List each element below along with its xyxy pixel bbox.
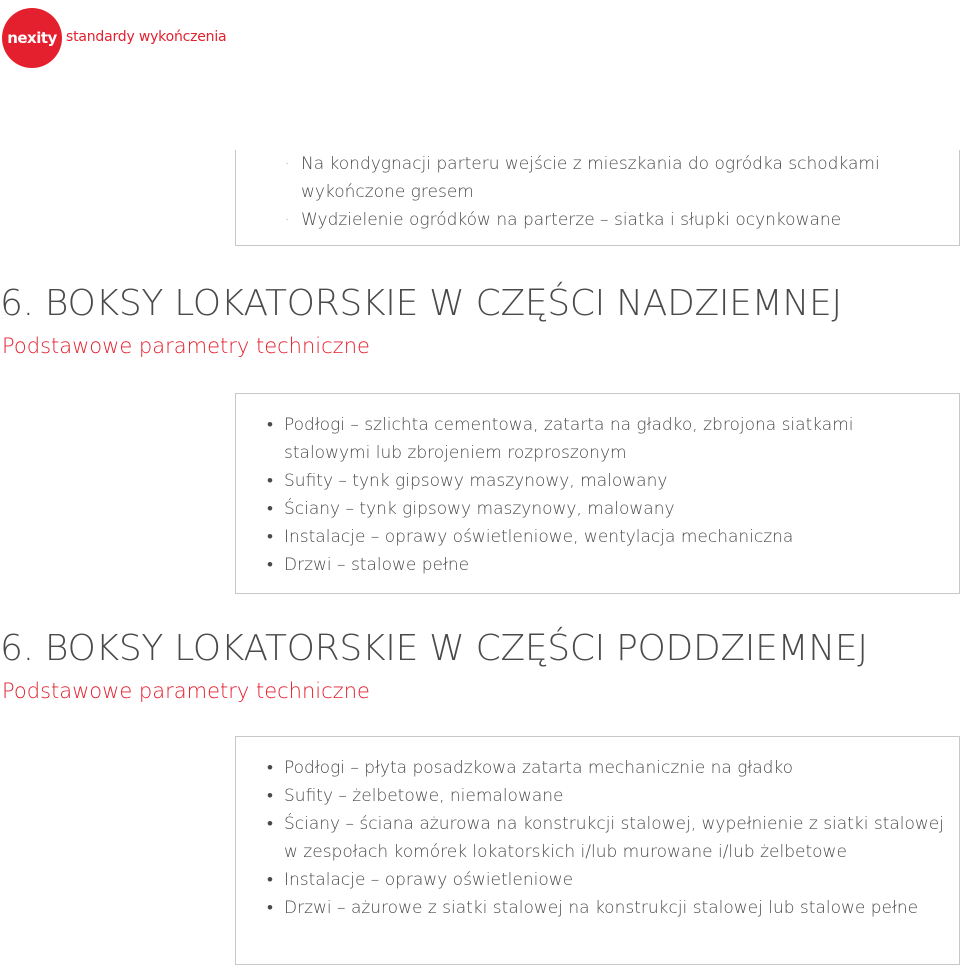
list-item bbox=[267, 523, 934, 551]
list-item-text: Podłogi – szlichta cementowa, zatarta na gładko, zbrojona siatkami stalowymi lub zbrojeniem rozproszonym bbox=[284, 415, 854, 463]
list-item bbox=[267, 495, 934, 523]
list-item-text: Drzwi – ażurowe z siatki stalowej na konstrukcji stalowej lub stalowe pełne bbox=[284, 898, 919, 918]
list-item bbox=[267, 467, 934, 495]
bullet-icon: • bbox=[267, 415, 273, 435]
list-item bbox=[285, 150, 921, 206]
document-tagline: standardy wykończenia bbox=[66, 29, 227, 45]
bullet-icon: • bbox=[267, 527, 273, 547]
bullet-icon: • bbox=[267, 555, 273, 575]
above-ground-spec-list bbox=[267, 411, 934, 579]
list-item-text: Instalacje – oprawy oświetleniowe, wentylacja mechaniczna bbox=[284, 527, 794, 547]
bullet-icon: • bbox=[267, 499, 273, 519]
section-subheading-underground: Podstawowe parametry techniczne bbox=[2, 679, 370, 703]
bullet-icon: • bbox=[267, 898, 273, 918]
list-item-text: Podłogi – płyta posadzkowa zatarta mechanicznie na gładko bbox=[284, 758, 794, 778]
list-item bbox=[267, 894, 949, 922]
underground-spec-list bbox=[267, 754, 949, 922]
bullet-icon: · bbox=[285, 157, 289, 171]
list-item bbox=[285, 206, 921, 234]
above-ground-spec-panel bbox=[235, 393, 960, 594]
section-heading-underground: 6. BOKSY LOKATORSKIE W CZĘŚCI PODDZIEMNEJ bbox=[0, 628, 868, 669]
section-heading-above-ground: 6. BOKSY LOKATORSKIE W CZĘŚCI NADZIEMNEJ bbox=[0, 283, 842, 324]
bullet-icon: • bbox=[267, 758, 273, 778]
list-item-text: Instalacje – oprawy oświetleniowe bbox=[284, 870, 574, 890]
list-item-text: Sufity – tynk gipsowy maszynowy, malowany bbox=[284, 471, 668, 491]
list-item-text: Ściany – tynk gipsowy maszynowy, malowany bbox=[284, 499, 675, 519]
bullet-icon: · bbox=[285, 213, 289, 227]
underground-spec-panel bbox=[235, 736, 960, 965]
bullet-icon: • bbox=[267, 870, 273, 890]
list-item bbox=[267, 754, 949, 782]
list-item-text: Na kondygnacji parteru wejście z mieszkania do ogródka schodkami wykończone gresem bbox=[301, 154, 880, 202]
list-item bbox=[267, 551, 934, 579]
list-item-text: Drzwi – stalowe pełne bbox=[284, 555, 470, 575]
list-item bbox=[267, 411, 934, 467]
top-spec-list bbox=[285, 150, 921, 234]
list-item bbox=[267, 782, 949, 810]
list-item-text: Sufity – żelbetowe, niemalowane bbox=[284, 786, 564, 806]
section-subheading-above-ground: Podstawowe parametry techniczne bbox=[2, 334, 370, 358]
bullet-icon: • bbox=[267, 814, 273, 834]
list-item bbox=[267, 866, 949, 894]
list-item-text: Ściany – ściana ażurowa na konstrukcji stalowej, wypełnienie z siatki stalowej w zespołach komórek lokatorskich i/lub murowane i/lub żelbetowe bbox=[284, 814, 944, 862]
bullet-icon: • bbox=[267, 471, 273, 491]
logo-text: nexity bbox=[7, 29, 57, 47]
bullet-icon: • bbox=[267, 786, 273, 806]
list-item-text: Wydzielenie ogródków na parterze – siatka i słupki ocynkowane bbox=[301, 210, 842, 230]
list-item bbox=[267, 810, 949, 866]
nexity-logo bbox=[2, 8, 62, 68]
top-spec-panel bbox=[235, 150, 960, 246]
